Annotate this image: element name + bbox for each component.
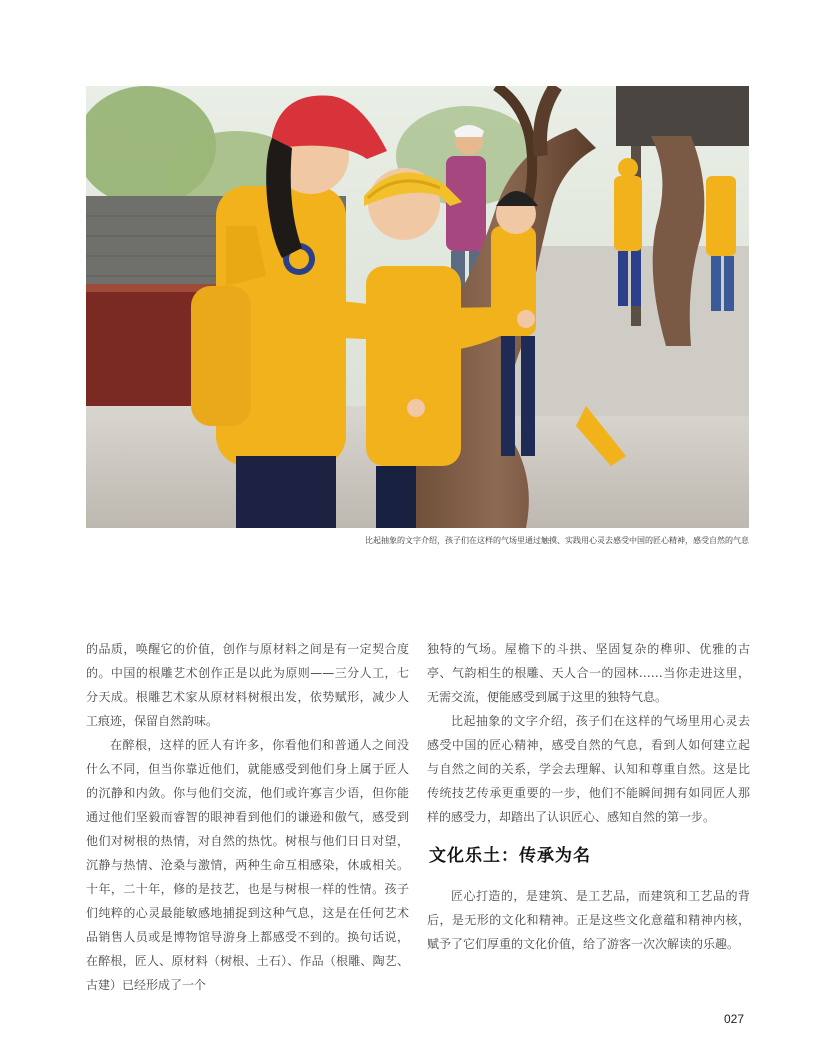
paragraph: 比起抽象的文字介绍，孩子们在这样的气场里用心灵去感受中国的匠心精神，感受自然的气息，看到人如何建立起与自然之间的关系，学会去理解、认知和尊重自然。这是比传统技艺传承更重要的一步，他们不能瞬间拥有如同匠人那样的感受力，却踏出了认识匠心、感知自然的第一步。 xyxy=(427,714,750,824)
paragraph: 在醉根，这样的匠人有许多，你看他们和普通人之间没什么不同，但当你靠近他们，就能感受到他们身上属于匠人的沉静和内敛。你与他们交流，他们或许寡言少语，但你能通过他们坚毅而睿智的眼神看到他们的谦逊和傲气，感受到他们对树根的热情，对自然的热忱。树根与他们日日对望，沉静与热情、沧桑与激情，两种生命互相感染，休戚相关。十年，二十年，修的是技艺，也是与树根一样的性情。孩子们纯粹的心灵最能敏感地捕捉到这种气息，这是在任何艺术品销售人员或是博物馆导游身上都感受不到的。换句话说，在醉根，匠人、原材料（树根、土石）、作品（根雕、陶艺、古建）已经形成了一个 xyxy=(86,738,409,992)
section-title: 文化乐土：传承为名 xyxy=(429,846,591,866)
hero-photo xyxy=(86,86,749,528)
paragraph: 匠心打造的，是建筑、是工艺品，而建筑和工艺品的背后，是无形的文化和精神。正是这些文化意蕴和精神内核，赋予了它们厚重的文化价值，给了游客一次次解读的乐趣。 xyxy=(427,889,750,951)
page-number: 027 xyxy=(724,1012,745,1026)
left-column xyxy=(86,637,409,997)
photo-caption: 比起抽象的文字介绍，孩子们在这样的气场里通过触摸、实践用心灵去感受中国的匠心精神，感受自然的气息 xyxy=(365,536,749,545)
paragraph: 独特的气场。屋檐下的斗拱、坚固复杂的榫卯、优雅的古亭、气韵相生的根雕、天人合一的园林……当你走进这里，无需交流，便能感受到属于这里的独特气息。 xyxy=(427,642,750,704)
paragraph: 的品质，唤醒它的价值，创作与原材料之间是有一定契合度的。中国的根雕艺术创作正是以此为原则——三分人工，七分天成。根雕艺术家从原材料树根出发，依势赋形，减少人工痕迹，保留自然韵味。 xyxy=(86,642,409,728)
right-column xyxy=(427,637,750,956)
